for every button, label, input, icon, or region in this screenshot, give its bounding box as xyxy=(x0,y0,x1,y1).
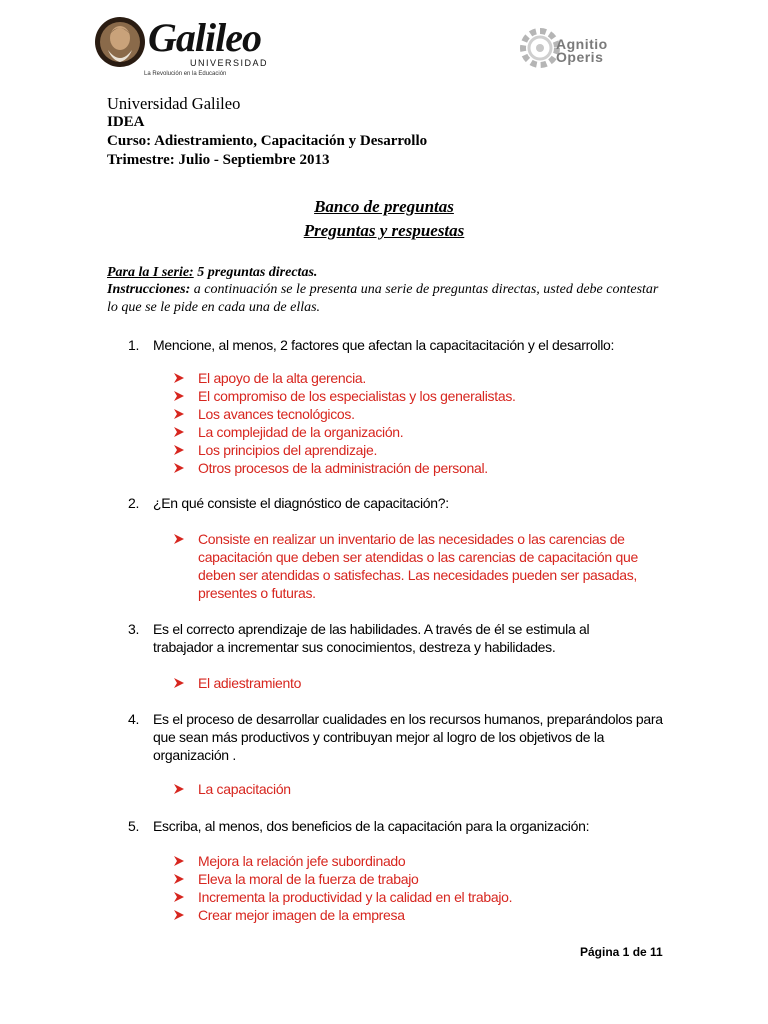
arrow-bullet-icon xyxy=(174,463,184,473)
arrow-bullet-icon xyxy=(174,856,184,866)
question-line: que sean más productivos y contribuyan mejor al logro de los objetivos de la xyxy=(153,729,605,745)
answers-4 xyxy=(174,780,291,798)
galileo-sub: UNIVERSIDAD xyxy=(190,58,269,68)
arrow-bullet-icon xyxy=(174,427,184,437)
answers-2 xyxy=(174,530,644,602)
instructions-text: a continuación se le presenta una serie de preguntas directas, usted debe contestar lo que se le pide en cada una de ellas. xyxy=(107,282,659,315)
course-name: Curso: Adiestramiento, Capacitación y Desarrollo xyxy=(107,133,428,149)
answer-item xyxy=(174,423,516,441)
answer-text: El compromiso de los especialistas y los generalistas. xyxy=(198,388,516,404)
galileo-tagline: La Revolución en la Educación xyxy=(144,71,227,77)
answer-item xyxy=(174,852,512,870)
answer-text: El apoyo de la alta gerencia. xyxy=(198,370,366,386)
title-preguntas: Preguntas y respuestas xyxy=(303,221,465,240)
page-number: Página 1 de 11 xyxy=(580,945,663,959)
arrow-bullet-icon xyxy=(174,534,184,544)
answers-1 xyxy=(174,369,516,477)
serie-detail: 5 preguntas directas. xyxy=(193,265,318,280)
answer-text: El adiestramiento xyxy=(198,675,302,691)
answer-text: Mejora la relación jefe subordinado xyxy=(198,853,406,869)
answer-text: Los principios del aprendizaje. xyxy=(198,442,378,458)
instructions xyxy=(107,281,667,317)
document-titles xyxy=(0,195,768,243)
answer-text: Consiste en realizar un inventario de las necesidades o las carencias de capacitación que deben ser atendidas o las carencias de capacitación que deben ser atendidas o satisfechas. Las necesidades pueden ser pasadas, presentes o futuras. xyxy=(198,531,638,601)
arrow-bullet-icon xyxy=(174,391,184,401)
agnitio-line1: Agnitio xyxy=(556,36,608,52)
answer-item xyxy=(174,387,516,405)
arrow-bullet-icon xyxy=(174,784,184,794)
answer-item xyxy=(174,888,512,906)
question-line: trabajador a incrementar sus conocimientos, destreza y habilidades. xyxy=(153,639,556,655)
answer-text: Incrementa la productividad y la calidad en el trabajo. xyxy=(198,889,513,905)
question-line: ¿En qué consiste el diagnóstico de capacitación?: xyxy=(153,495,449,511)
question-text xyxy=(153,336,614,354)
answer-item xyxy=(174,870,512,888)
answer-item xyxy=(174,459,516,477)
title-banco: Banco de preguntas xyxy=(314,197,454,216)
galileo-wordmark: Galileo xyxy=(148,15,261,60)
answer-item xyxy=(174,780,291,798)
question-line: Es el proceso de desarrollar cualidades en los recursos humanos, preparándolos para xyxy=(153,711,663,727)
answer-item xyxy=(174,441,516,459)
question-line: Mencione, al menos, 2 factores que afectan la capacitacitación y el desarrollo: xyxy=(153,337,615,353)
arrow-bullet-icon xyxy=(174,892,184,902)
galileo-portrait-icon xyxy=(94,16,146,68)
question-line: Es el correcto aprendizaje de las habilidades. A través de él se estimula al xyxy=(153,621,590,637)
answers-5 xyxy=(174,852,512,924)
question-line: organización . xyxy=(153,747,236,763)
term: Trimestre: Julio - Septiembre 2013 xyxy=(107,152,330,168)
question-text xyxy=(153,620,589,656)
question-number: 3. xyxy=(128,621,140,637)
agnitio-line2: Operis xyxy=(556,49,604,65)
serie-heading xyxy=(107,264,317,282)
serie-label: Para la I serie: xyxy=(107,265,194,280)
arrow-bullet-icon xyxy=(174,678,184,688)
answers-3 xyxy=(174,674,301,692)
question-number: 4. xyxy=(128,711,140,727)
galileo-logo xyxy=(94,15,269,82)
question-number: 1. xyxy=(128,337,140,353)
answer-text: La complejidad de la organización. xyxy=(198,424,404,440)
question-text xyxy=(153,817,589,835)
agnitio-wordmark xyxy=(556,38,616,64)
question-line: Escriba, al menos, dos beneficios de la capacitación para la organización: xyxy=(153,818,590,834)
answer-item xyxy=(174,674,301,692)
university-name: Universidad Galileo xyxy=(107,94,241,113)
arrow-bullet-icon xyxy=(174,910,184,920)
question-number: 5. xyxy=(128,818,140,834)
arrow-bullet-icon xyxy=(174,874,184,884)
arrow-bullet-icon xyxy=(174,373,184,383)
question-text xyxy=(153,494,449,512)
answer-text: Los avances tecnológicos. xyxy=(198,406,355,422)
answer-item xyxy=(174,405,516,423)
idea-label: IDEA xyxy=(107,114,145,130)
answer-item xyxy=(174,369,516,387)
agnitio-logo xyxy=(514,22,614,78)
answer-text: La capacitación xyxy=(198,781,291,797)
question-number: 2. xyxy=(128,495,140,511)
answer-text: Crear mejor imagen de la empresa xyxy=(198,907,405,923)
question-text xyxy=(153,710,663,764)
answer-item xyxy=(174,530,644,602)
course-info xyxy=(107,94,427,170)
instructions-label: Instrucciones: xyxy=(107,282,191,297)
answer-text: Eleva la moral de la fuerza de trabajo xyxy=(198,871,419,887)
arrow-bullet-icon xyxy=(174,445,184,455)
answer-text: Otros procesos de la administración de personal. xyxy=(198,460,488,476)
answer-item xyxy=(174,906,512,924)
arrow-bullet-icon xyxy=(174,409,184,419)
